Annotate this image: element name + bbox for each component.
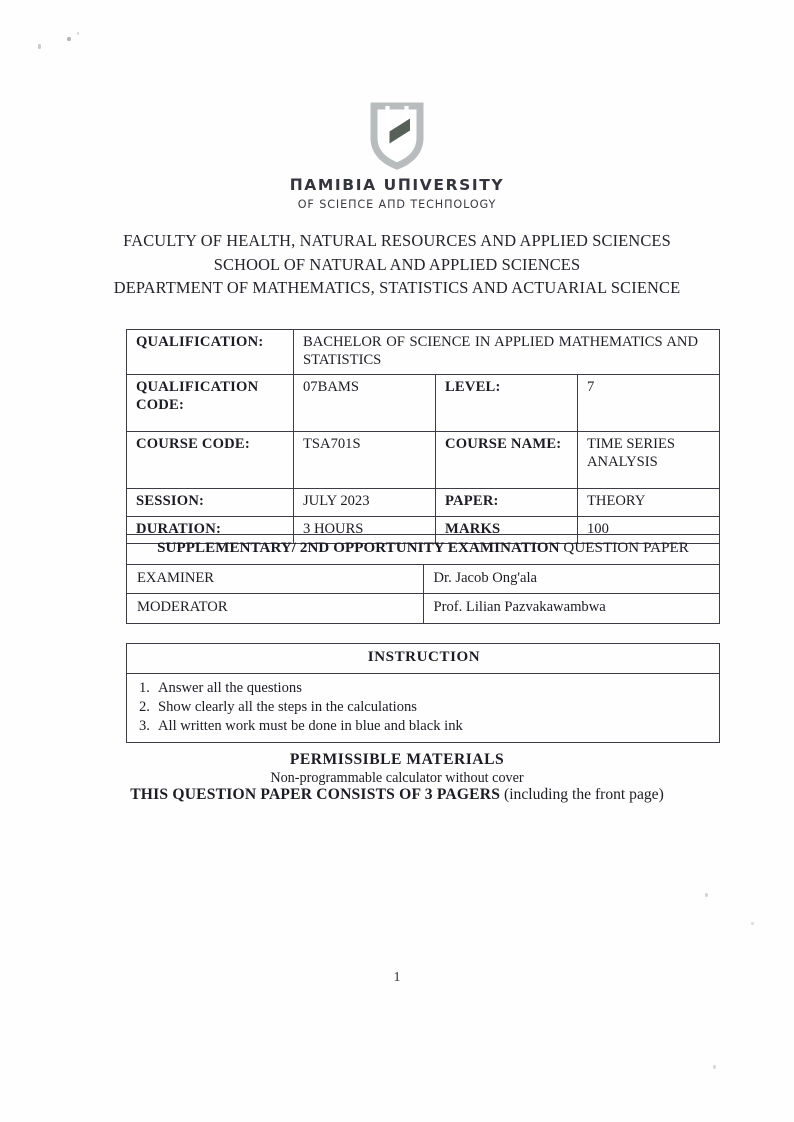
scan-speck [77, 32, 79, 35]
faculty-block [0, 229, 794, 300]
page-count-light: (including the front page) [500, 786, 664, 803]
scan-speck [38, 44, 41, 49]
course-name-value: TIME SERIES ANALYSIS [578, 432, 720, 489]
course-code-label: COURSE CODE: [127, 432, 294, 489]
course-name-label: COURSE NAME: [436, 432, 578, 489]
item-text: Answer all the questions [158, 679, 302, 696]
level-value: 7 [578, 375, 720, 432]
table-row [127, 594, 720, 624]
permissible-materials-subtitle: Non-programmable calculator without cover [270, 770, 524, 786]
table-row [127, 330, 720, 375]
qualification-code-label: QUALIFICATION CODE: [127, 375, 294, 432]
qualification-value-line1: BACHELOR OF SCIENCE IN APPLIED MATHEMATICS AND [303, 334, 698, 350]
table-row [127, 489, 720, 517]
examination-table [126, 534, 720, 624]
examiner-label: EXAMINER [127, 564, 424, 594]
course-code-value: TSA701S [294, 432, 436, 489]
table-row [127, 535, 720, 565]
moderator-label: MODERATOR [127, 594, 424, 624]
exam-title-cell [127, 535, 720, 565]
paper-label: PAPER: [436, 489, 578, 517]
instruction-table [126, 643, 720, 743]
table-row [127, 564, 720, 594]
item-text: Show clearly all the steps in the calculations [158, 698, 417, 715]
nust-shield-logo [362, 100, 432, 170]
qualification-label: QUALIFICATION: [127, 330, 294, 375]
session-label: SESSION: [127, 489, 294, 517]
instruction-list-cell [127, 673, 720, 743]
scan-speck [705, 893, 708, 897]
faculty-line: FACULTY OF HEALTH, NATURAL RESOURCES AND APPLIED SCIENCES [123, 231, 671, 250]
moderator-value: Prof. Lilian Pazvakawambwa [423, 594, 720, 624]
paper-value: THEORY [578, 489, 720, 517]
item-text: All written work must be done in blue and black ink [158, 717, 463, 734]
qualification-table [126, 329, 720, 544]
instruction-list [137, 679, 711, 737]
scan-speck [67, 37, 71, 41]
examiner-value: Dr. Jacob Ong'ala [423, 564, 720, 594]
department-line: DEPARTMENT OF MATHEMATICS, STATISTICS AND ACTUARIAL SCIENCE [113, 278, 681, 297]
level-label: LEVEL: [436, 375, 578, 432]
exam-title-light: QUESTION PAPER [559, 540, 689, 556]
university-name: ΠAMIBIA UΠIVERSITY [289, 176, 505, 194]
list-item [137, 698, 711, 717]
item-number: 3. [139, 717, 150, 734]
exam-title-bold: SUPPLEMENTARY/ 2ND OPPORTUNITY EXAMINATION [157, 540, 560, 556]
marks-label: MARKS [436, 516, 578, 544]
qualification-value [294, 330, 720, 375]
session-value: JULY 2023 [294, 489, 436, 517]
marks-value: 100 [578, 516, 720, 544]
nust-logo [0, 100, 794, 170]
duration-value: 3 HOURS [294, 516, 436, 544]
university-subtitle: OF SCIEΠCE AΠD TECHΠOLOGY [297, 198, 497, 211]
school-line: SCHOOL OF NATURAL AND APPLIED SCIENCES [213, 254, 581, 274]
page-count-note [0, 786, 794, 804]
table-row [127, 375, 720, 432]
duration-label: DURATION: [127, 516, 294, 544]
item-number: 2. [139, 698, 150, 715]
list-item [137, 679, 711, 698]
table-row [127, 673, 720, 743]
table-row [127, 432, 720, 489]
table-row [127, 644, 720, 674]
list-item [137, 717, 711, 736]
instruction-heading: INSTRUCTION [127, 644, 720, 674]
scan-speck [713, 1065, 716, 1069]
page-number: 1 [393, 969, 401, 984]
qualification-value-line2: STATISTICS [303, 351, 382, 368]
page-count-bold: THIS QUESTION PAPER CONSISTS OF 3 PAGERS [130, 786, 501, 803]
scan-speck [751, 922, 754, 925]
permissible-materials-title: PERMISSIBLE MATERIALS [289, 751, 505, 768]
qualification-code-value: 07BAMS [294, 375, 436, 432]
item-number: 1. [139, 679, 150, 696]
